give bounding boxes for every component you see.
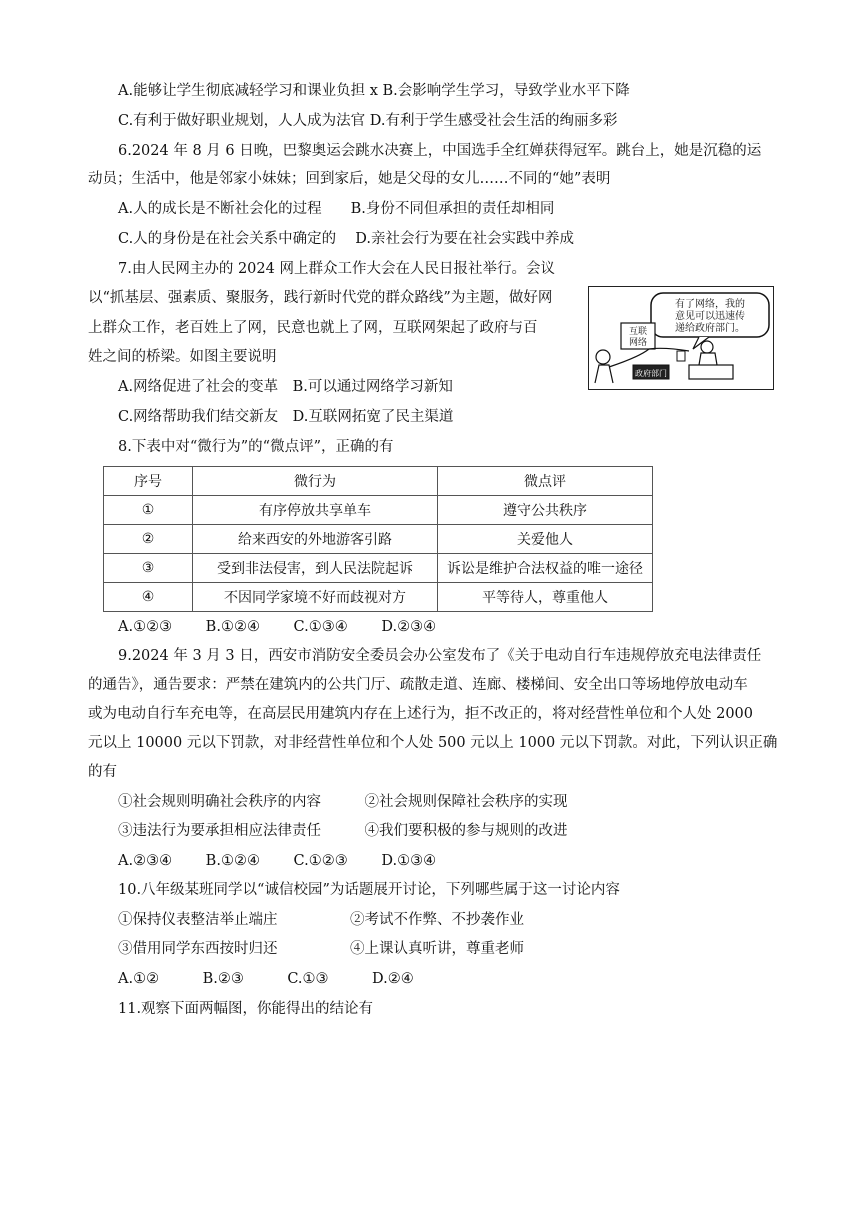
sign-text: 政府部门: [635, 369, 667, 378]
table-row: [104, 525, 653, 554]
table-cell: 受到非法侵害，到人民法院起诉: [193, 554, 438, 583]
micro-behavior-table: [103, 466, 653, 612]
tag-text-1: 互联: [628, 327, 648, 337]
q10-options: A.①② B.②③ C.①③ D.②④: [118, 971, 414, 987]
q7-options-cd: C.网络帮助我们结交新友 D.互联网拓宽了民主渠道: [118, 409, 454, 425]
table-cell: ③: [104, 554, 193, 583]
q7-options-ab: A.网络促进了社会的变革 B.可以通过网络学习新知: [118, 379, 453, 395]
table-header: 序号: [104, 467, 193, 496]
q7-stem-cont-3: 姓之间的桥梁。如图主要说明: [88, 349, 277, 365]
q10-stem: 10.八年级某班同学以“诚信校园”为话题展开讨论，下列哪些属于这一讨论内容: [118, 882, 620, 898]
q5-options-cd: C.有利于做好职业规划，人人成为法官 D.有利于学生感受社会生活的绚丽多彩: [118, 113, 618, 129]
table-cell: 有序停放共享单车: [193, 496, 438, 525]
bubble-text-3: 递给政府部门。: [675, 323, 745, 334]
q6-stem: 6.2024 年 8 月 6 日晚，巴黎奥运会跳水决赛上，中国选手全红婵获得冠军。跳台上，她是沉稳的运: [118, 143, 762, 159]
q9-stem-cont-3: 元以上 10000 元以下罚款，对非经营性单位和个人处 500 元以上 1000 元以下罚款。对此，下列认识正确: [88, 735, 778, 751]
q9-stem-cont-1: 的通告》，通告要求：严禁在建筑内的公共门厅、疏散走道、连廊、楼梯间、安全出口等场地停放电动车: [88, 677, 748, 693]
q6-options-ab: A.人的成长是不断社会化的过程 B.身份不同但承担的责任却相同: [118, 201, 555, 217]
q6-options-cd: C.人的身份是在社会关系中确定的 D.亲社会行为要在社会实践中养成: [118, 231, 575, 247]
table-cell: 不因同学家境不好而歧视对方: [193, 583, 438, 612]
table-header: 微行为: [193, 467, 438, 496]
table-header: 微点评: [438, 467, 653, 496]
table-cell: 给来西安的外地游客引路: [193, 525, 438, 554]
q8-stem: 8.下表中对“微行为”的“微点评”，正确的有: [118, 439, 394, 455]
q9-stem-cont-4: 的有: [88, 764, 117, 780]
q7-stem: 7.由人民网主办的 2024 网上群众工作大会在人民日报社举行。会议: [118, 261, 555, 277]
q7-stem-cont-2: 上群众工作，老百姓上了网，民意也就上了网，互联网架起了政府与百: [88, 320, 538, 336]
q6-stem-cont: 动员；生活中，他是邻家小妹妹；回到家后，她是父母的女儿……不同的“她”表明: [88, 171, 611, 187]
desk: [689, 365, 733, 379]
bubble-text-1: 有了网络，我的: [675, 299, 745, 310]
table-cell: ①: [104, 496, 193, 525]
person-right-head: [701, 341, 713, 353]
q10-statements-12: ①保持仪表整洁举止端庄 ②考试不作弊、不抄袭作业: [118, 912, 524, 928]
q5-options-ab: A.能够让学生彻底减轻学习和课业负担 x B.会影响学生学习，导致学业水平下降: [118, 83, 630, 99]
cartoon-drawing: [589, 287, 773, 389]
q10-statements-34: ③借用同学东西按时归还 ④上课认真听讲，尊重老师: [118, 941, 524, 957]
q9-statements-12: ①社会规则明确社会秩序的内容 ②社会规则保障社会秩序的实现: [118, 794, 568, 810]
person-left-head: [596, 350, 610, 364]
table-header-row: [104, 467, 653, 496]
table-cell: 关爱他人: [438, 525, 653, 554]
q8-options: A.①②③ B.①②④ C.①③④ D.②③④: [118, 619, 437, 635]
q9-statements-34: ③违法行为要承担相应法律责任 ④我们要积极的参与规则的改进: [118, 823, 568, 839]
table-cell: 平等待人，尊重他人: [438, 583, 653, 612]
tag-text-2: 网络: [628, 338, 648, 348]
table-cell: 诉讼是维护合法权益的唯一途径: [438, 554, 653, 583]
q9-options: A.②③④ B.①②④ C.①②③ D.①③④: [118, 853, 437, 869]
q7-stem-cont-1: 以“抓基层、强素质、聚服务，践行新时代党的群众路线”为主题，做好网: [88, 290, 553, 306]
table-cell: 遵守公共秩序: [438, 496, 653, 525]
table-cell: ④: [104, 583, 193, 612]
internet-cartoon: [588, 286, 774, 390]
q11-stem: 11.观察下面两幅图，你能得出的结论有: [118, 1001, 374, 1017]
table-row: [104, 554, 653, 583]
q9-stem-cont-2: 或为电动自行车充电等，在高层民用建筑内存在上述行为，拒不改正的，将对经营性单位和个人处 2000: [88, 706, 754, 722]
table-row: [104, 583, 653, 612]
q9-stem: 9.2024 年 3 月 3 日，西安市消防安全委员会办公室发布了《关于电动自行车违规停放充电法律责任: [118, 648, 762, 664]
table-row: [104, 496, 653, 525]
table-cell: ②: [104, 525, 193, 554]
bubble-text-2: 意见可以迅速传: [675, 311, 745, 322]
